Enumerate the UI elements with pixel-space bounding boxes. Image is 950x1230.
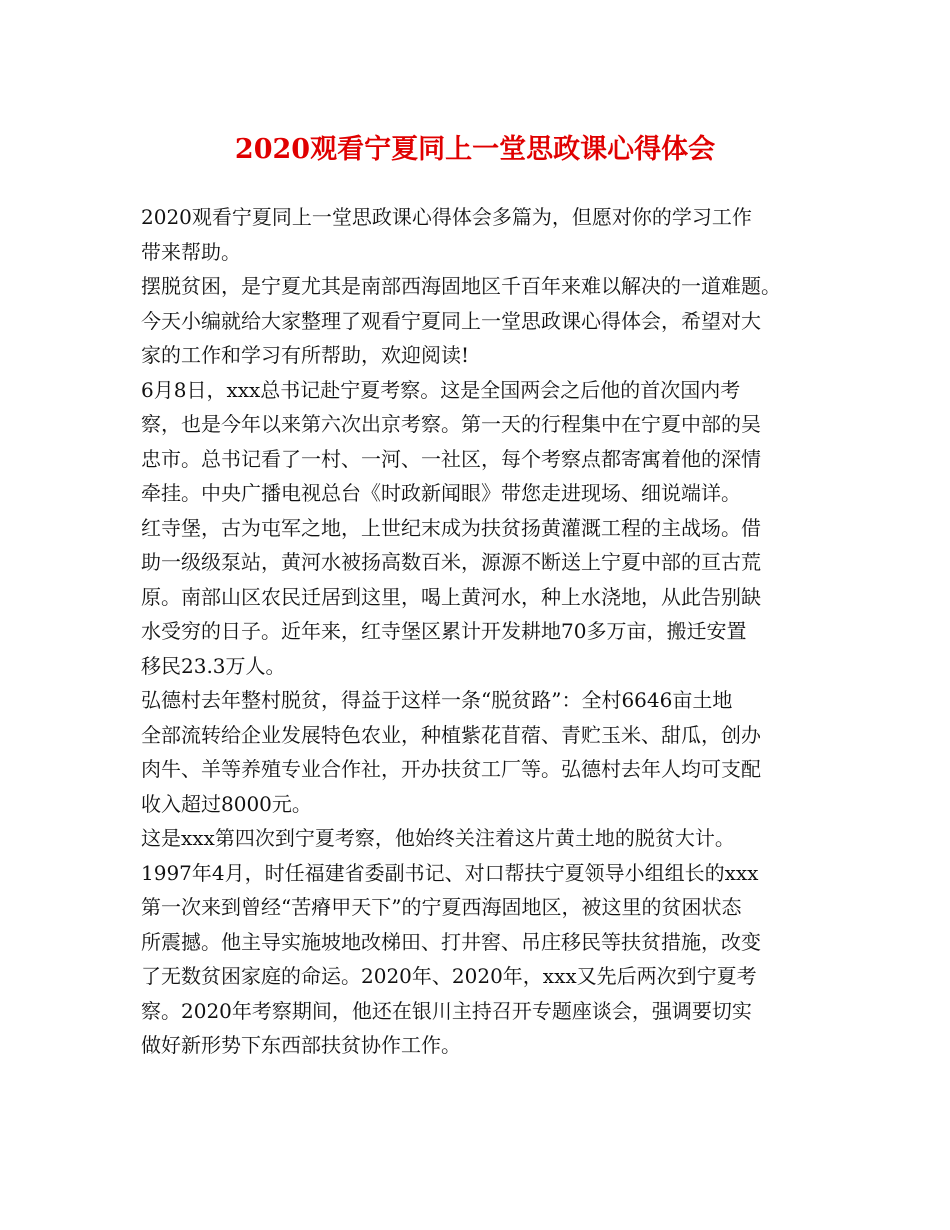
text-line: 6月8日，xxx总书记赴宁夏考察。这是全国两会之后他的首次国内考: [141, 377, 741, 402]
text-line: 察。2020年考察期间，他还在银川主持召开专题座谈会，强调要切实: [141, 998, 752, 1023]
text-line: 牵挂。中央广播电视总台《时政新闻眼》带您走进现场、细说端详。: [141, 481, 741, 505]
text-line: 家的工作和学习有所帮助，欢迎阅读!: [141, 343, 470, 367]
text-line: 全部流转给企业发展特色农业，种植紫花苜蓿、青贮玉米、甜瓜，创办: [141, 722, 761, 747]
text-line: 今天小编就给大家整理了观看宁夏同上一堂思政课心得体会，希望对大: [141, 308, 761, 333]
text-line: 收入超过8000元。: [141, 791, 312, 816]
paragraph-hongde-village: [141, 683, 831, 821]
paragraph-fourth-visit: [141, 821, 831, 1063]
document-body: [141, 200, 831, 1063]
text-line: 做好新形势下东西部扶贫协作工作。: [141, 1033, 461, 1057]
text-line: 肉牛、羊等养殖专业合作社，开办扶贫工厂等。弘德村去年人均可支配: [141, 757, 761, 781]
text-line: 1997年4月，时任福建省委副书记、对口帮扶宁夏领导小组组长的xxx: [141, 860, 759, 885]
document-title: 2020观看宁夏同上一堂思政课心得体会: [234, 134, 716, 165]
text-line: 2020观看宁夏同上一堂思政课心得体会多篇为，但愿对你的学习工作: [141, 205, 752, 229]
text-line: 带来帮助。: [141, 239, 241, 264]
text-line: 原。南部山区农民迁居到这里，喝上黄河水，种上水浇地，从此告别缺: [141, 584, 761, 609]
text-line: 忠市。总书记看了一村、一河、一社区，每个考察点都寄寓着他的深情: [141, 446, 761, 471]
paragraph-inspection: [141, 373, 831, 511]
paragraph-intro: [141, 200, 831, 269]
paragraph-hongsibao: [141, 511, 831, 684]
text-line: 察，也是今年以来第六次出京考察。第一天的行程集中在宁夏中部的吴: [141, 412, 761, 436]
text-line: 红寺堡，古为屯军之地，上世纪末成为扶贫扬黄灌溉工程的主战场。借: [141, 515, 761, 540]
paragraph-poverty: [141, 269, 831, 373]
text-line: 了无数贫困家庭的命运。2020年、2020年，xxx又先后两次到宁夏考: [141, 964, 757, 988]
text-line: 摆脱贫困，是宁夏尤其是南部西海固地区千百年来难以解决的一道难题。: [141, 274, 781, 298]
text-line: 这是xxx第四次到宁夏考察，他始终关注着这片黄土地的脱贫大计。: [141, 826, 735, 850]
text-line: 所震撼。他主导实施坡地改梯田、打井窖、吊庄移民等扶贫措施，改变: [141, 929, 761, 954]
text-line: 助一级级泵站，黄河水被扬高数百米，源源不断送上宁夏中部的亘古荒: [141, 550, 761, 574]
text-line: 移民23.3万人。: [141, 653, 286, 678]
text-line: 水受穷的日子。近年来，红寺堡区累计开发耕地70多万亩，搬迁安置: [141, 619, 747, 643]
text-line: 弘德村去年整村脱贫，得益于这样一条“脱贫路”：全村6646亩土地: [141, 688, 733, 712]
text-line: 第一次来到曾经“苦瘠甲天下”的宁夏西海固地区，被这里的贫困状态: [141, 895, 742, 919]
